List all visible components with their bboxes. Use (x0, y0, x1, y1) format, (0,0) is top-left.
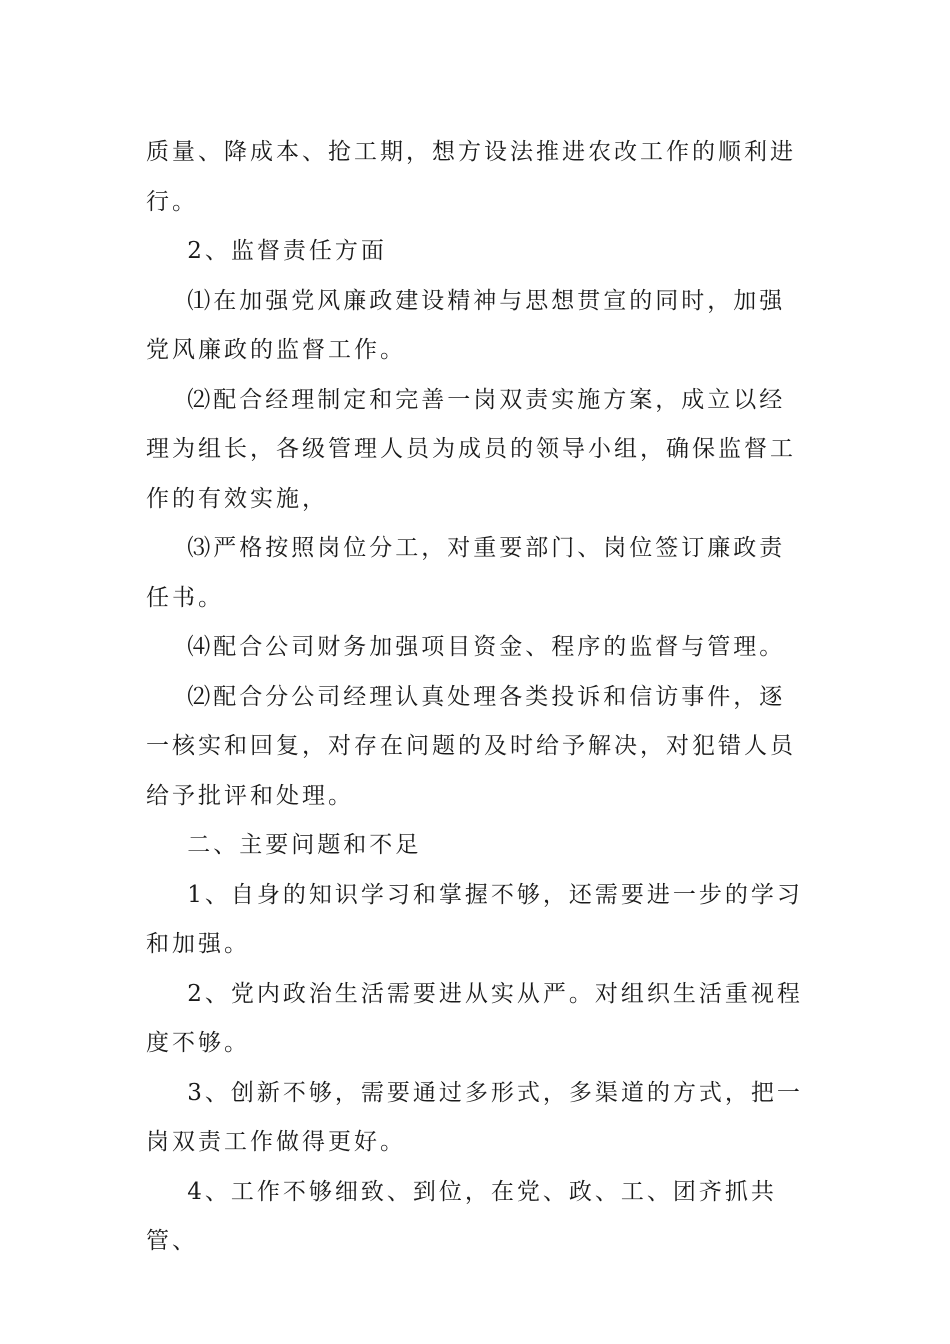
text-line: ⑶严格按照岗位分工，对重要部门、岗位签订廉政责 (146, 535, 786, 561)
text-line: ⑵配合经理制定和完善一岗双责实施方案，成立以经 (146, 386, 786, 413)
text-line: 任书。 (146, 584, 224, 611)
text-line: 作的有效实施， (146, 485, 328, 512)
section-heading: 二、主要问题和不足 (146, 832, 422, 858)
text-line: 岗双责工作做得更好。 (146, 1129, 406, 1155)
text-line: 质量、降成本、抢工期，想方设法推进农改工作的顺利进 (146, 139, 796, 165)
text-line: ⑴在加强党风廉政建设精神与思想贯宣的同时，加强 (146, 287, 786, 314)
text-line: 理为组长，各级管理人员为成员的领导小组，确保监督工 (146, 436, 796, 462)
text-line: 给予批评和处理。 (146, 782, 354, 809)
text-line: 行。 (146, 188, 198, 215)
section-heading: 2、监督责任方面 (146, 238, 387, 264)
text-line: 3、创新不够，需要通过多形式，多渠道的方式，把一 (146, 1079, 803, 1106)
text-line: ⑵配合分公司经理认真处理各类投诉和信访事件，逐 (146, 683, 786, 710)
text-line: 4、工作不够细致、到位，在党、政、工、团齐抓共管、 (146, 1178, 777, 1254)
document-body (146, 128, 826, 1267)
text-line: 一核实和回复，对存在问题的及时给予解决，对犯错人员 (146, 733, 796, 759)
text-line: 1、自身的知识学习和掌握不够，还需要进一步的学习 (146, 881, 803, 908)
text-line: 2、党内政治生活需要进从实从严。对组织生活重视程 (146, 980, 803, 1007)
text-line: ⑷配合公司财务加强项目资金、程序的监督与管理。 (146, 634, 786, 660)
text-line: 度不够。 (146, 1030, 250, 1056)
text-line: 党风廉政的监督工作。 (146, 337, 406, 363)
text-line: 和加强。 (146, 931, 250, 957)
